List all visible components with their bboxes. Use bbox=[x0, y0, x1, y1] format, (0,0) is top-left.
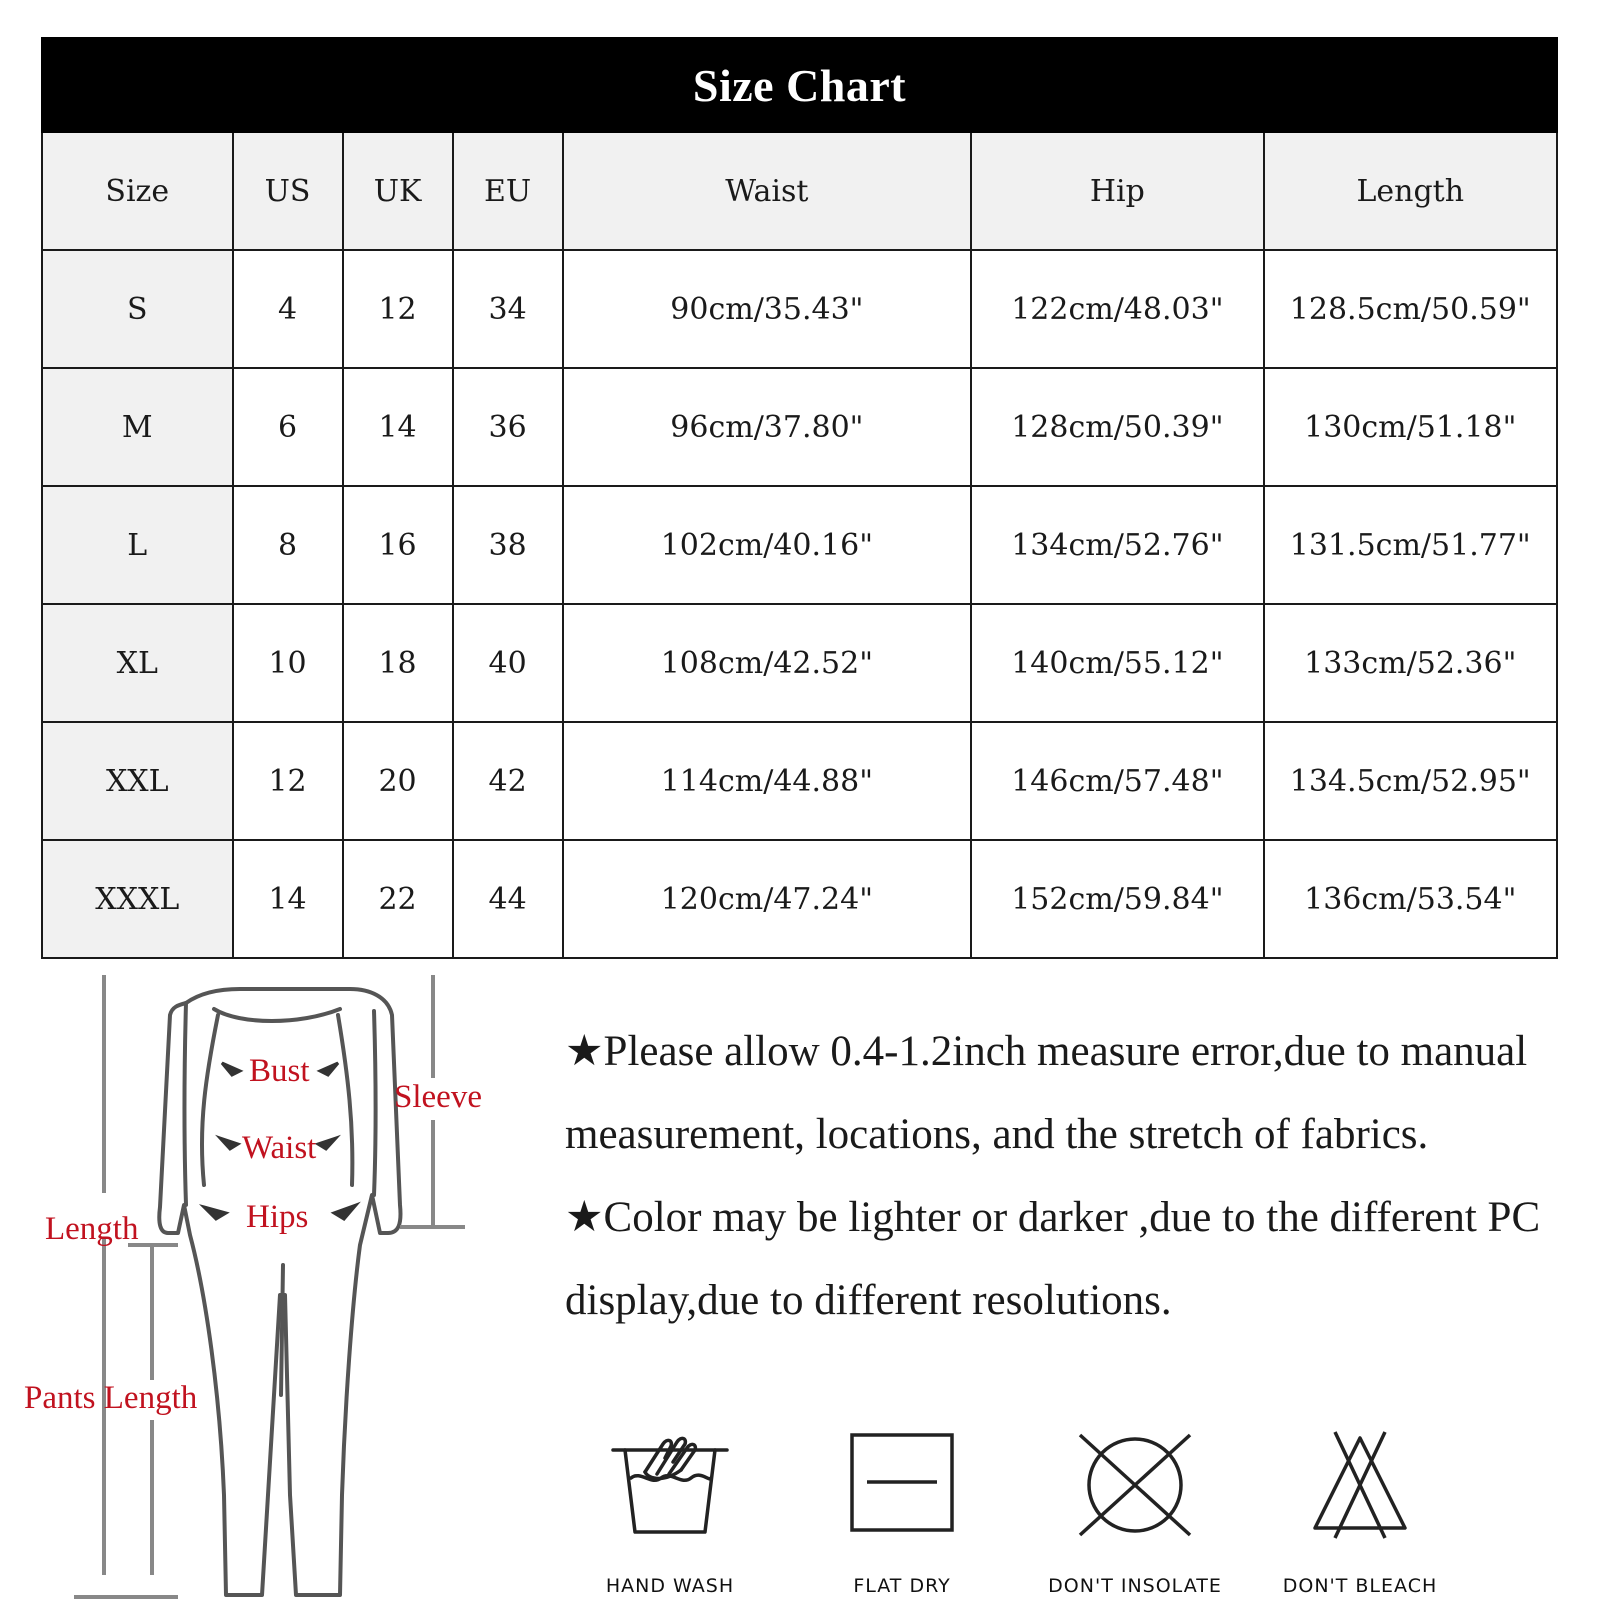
table-row bbox=[42, 250, 1557, 368]
cell-waist: 114cm/44.88" bbox=[563, 722, 972, 840]
cell-waist: 102cm/40.16" bbox=[563, 486, 972, 604]
header-eu: EU bbox=[453, 133, 563, 250]
care-item-flat-dry bbox=[792, 1430, 1012, 1597]
cell-uk: 20 bbox=[343, 722, 453, 840]
cell-uk: 18 bbox=[343, 604, 453, 722]
table-header-row bbox=[42, 133, 1557, 250]
header-waist: Waist bbox=[563, 133, 972, 250]
cell-uk: 14 bbox=[343, 368, 453, 486]
cell-size: XXL bbox=[42, 722, 233, 840]
cell-hip: 134cm/52.76" bbox=[971, 486, 1263, 604]
hand-wash-icon bbox=[605, 1430, 735, 1540]
note-color: ★Color may be lighter or darker ,due to the different PC display,due to different resolutions. bbox=[565, 1194, 1541, 1324]
waist-label: Waist bbox=[242, 1130, 317, 1166]
care-label-flat-dry: FLAT DRY bbox=[853, 1575, 951, 1597]
size-chart bbox=[41, 37, 1558, 959]
cell-us: 6 bbox=[233, 368, 343, 486]
care-item-dont-insolate bbox=[1025, 1430, 1245, 1597]
table-row bbox=[42, 486, 1557, 604]
cell-size: S bbox=[42, 250, 233, 368]
notes bbox=[565, 1010, 1575, 1342]
cell-eu: 36 bbox=[453, 368, 563, 486]
cell-waist: 90cm/35.43" bbox=[563, 250, 972, 368]
cell-hip: 146cm/57.48" bbox=[971, 722, 1263, 840]
care-instructions bbox=[560, 1430, 1560, 1600]
table-row bbox=[42, 368, 1557, 486]
cell-hip: 122cm/48.03" bbox=[971, 250, 1263, 368]
cell-us: 12 bbox=[233, 722, 343, 840]
header-hip: Hip bbox=[971, 133, 1263, 250]
cell-us: 10 bbox=[233, 604, 343, 722]
cell-eu: 34 bbox=[453, 250, 563, 368]
header-length: Length bbox=[1264, 133, 1557, 250]
cell-uk: 12 bbox=[343, 250, 453, 368]
cell-eu: 40 bbox=[453, 604, 563, 722]
cell-us: 4 bbox=[233, 250, 343, 368]
cell-uk: 22 bbox=[343, 840, 453, 958]
cell-length: 134.5cm/52.95" bbox=[1264, 722, 1557, 840]
measurement-figure bbox=[0, 975, 540, 1600]
cell-length: 133cm/52.36" bbox=[1264, 604, 1557, 722]
cell-hip: 152cm/59.84" bbox=[971, 840, 1263, 958]
cell-us: 14 bbox=[233, 840, 343, 958]
size-table bbox=[41, 133, 1558, 959]
cell-size: XXXL bbox=[42, 840, 233, 958]
cell-eu: 42 bbox=[453, 722, 563, 840]
cell-eu: 38 bbox=[453, 486, 563, 604]
header-uk: UK bbox=[343, 133, 453, 250]
cell-hip: 140cm/55.12" bbox=[971, 604, 1263, 722]
sleeve-label: Sleeve bbox=[394, 1079, 482, 1115]
cell-size: XL bbox=[42, 604, 233, 722]
cell-length: 136cm/53.54" bbox=[1264, 840, 1557, 958]
cell-us: 8 bbox=[233, 486, 343, 604]
pants-length-label: Pants Length bbox=[24, 1380, 198, 1416]
cell-uk: 16 bbox=[343, 486, 453, 604]
cell-size: L bbox=[42, 486, 233, 604]
cell-waist: 96cm/37.80" bbox=[563, 368, 972, 486]
cell-hip: 128cm/50.39" bbox=[971, 368, 1263, 486]
cell-size: M bbox=[42, 368, 233, 486]
header-us: US bbox=[233, 133, 343, 250]
dont-insolate-icon bbox=[1070, 1430, 1200, 1540]
care-item-hand-wash bbox=[560, 1430, 780, 1597]
hips-label: Hips bbox=[246, 1199, 309, 1235]
cell-length: 131.5cm/51.77" bbox=[1264, 486, 1557, 604]
table-row bbox=[42, 722, 1557, 840]
care-label-dont-bleach: DON'T BLEACH bbox=[1282, 1575, 1438, 1597]
length-label: Length bbox=[45, 1211, 139, 1247]
cell-length: 130cm/51.18" bbox=[1264, 368, 1557, 486]
cell-length: 128.5cm/50.59" bbox=[1264, 250, 1557, 368]
cell-waist: 108cm/42.52" bbox=[563, 604, 972, 722]
chart-title: Size Chart bbox=[41, 37, 1558, 133]
header-size: Size bbox=[42, 133, 233, 250]
bust-label: Bust bbox=[249, 1053, 310, 1089]
care-label-hand-wash: HAND WASH bbox=[605, 1575, 735, 1597]
cell-eu: 44 bbox=[453, 840, 563, 958]
table-row bbox=[42, 604, 1557, 722]
care-item-dont-bleach bbox=[1250, 1430, 1470, 1597]
cell-waist: 120cm/47.24" bbox=[563, 840, 972, 958]
note-measure-error: ★Please allow 0.4-1.2inch measure error,due to manual measurement, locations, and the stretch of fabrics. bbox=[565, 1028, 1528, 1158]
dont-bleach-icon bbox=[1305, 1430, 1415, 1540]
flat-dry-icon bbox=[847, 1430, 957, 1540]
care-label-dont-insolate: DON'T INSOLATE bbox=[1048, 1575, 1222, 1597]
table-row bbox=[42, 840, 1557, 958]
